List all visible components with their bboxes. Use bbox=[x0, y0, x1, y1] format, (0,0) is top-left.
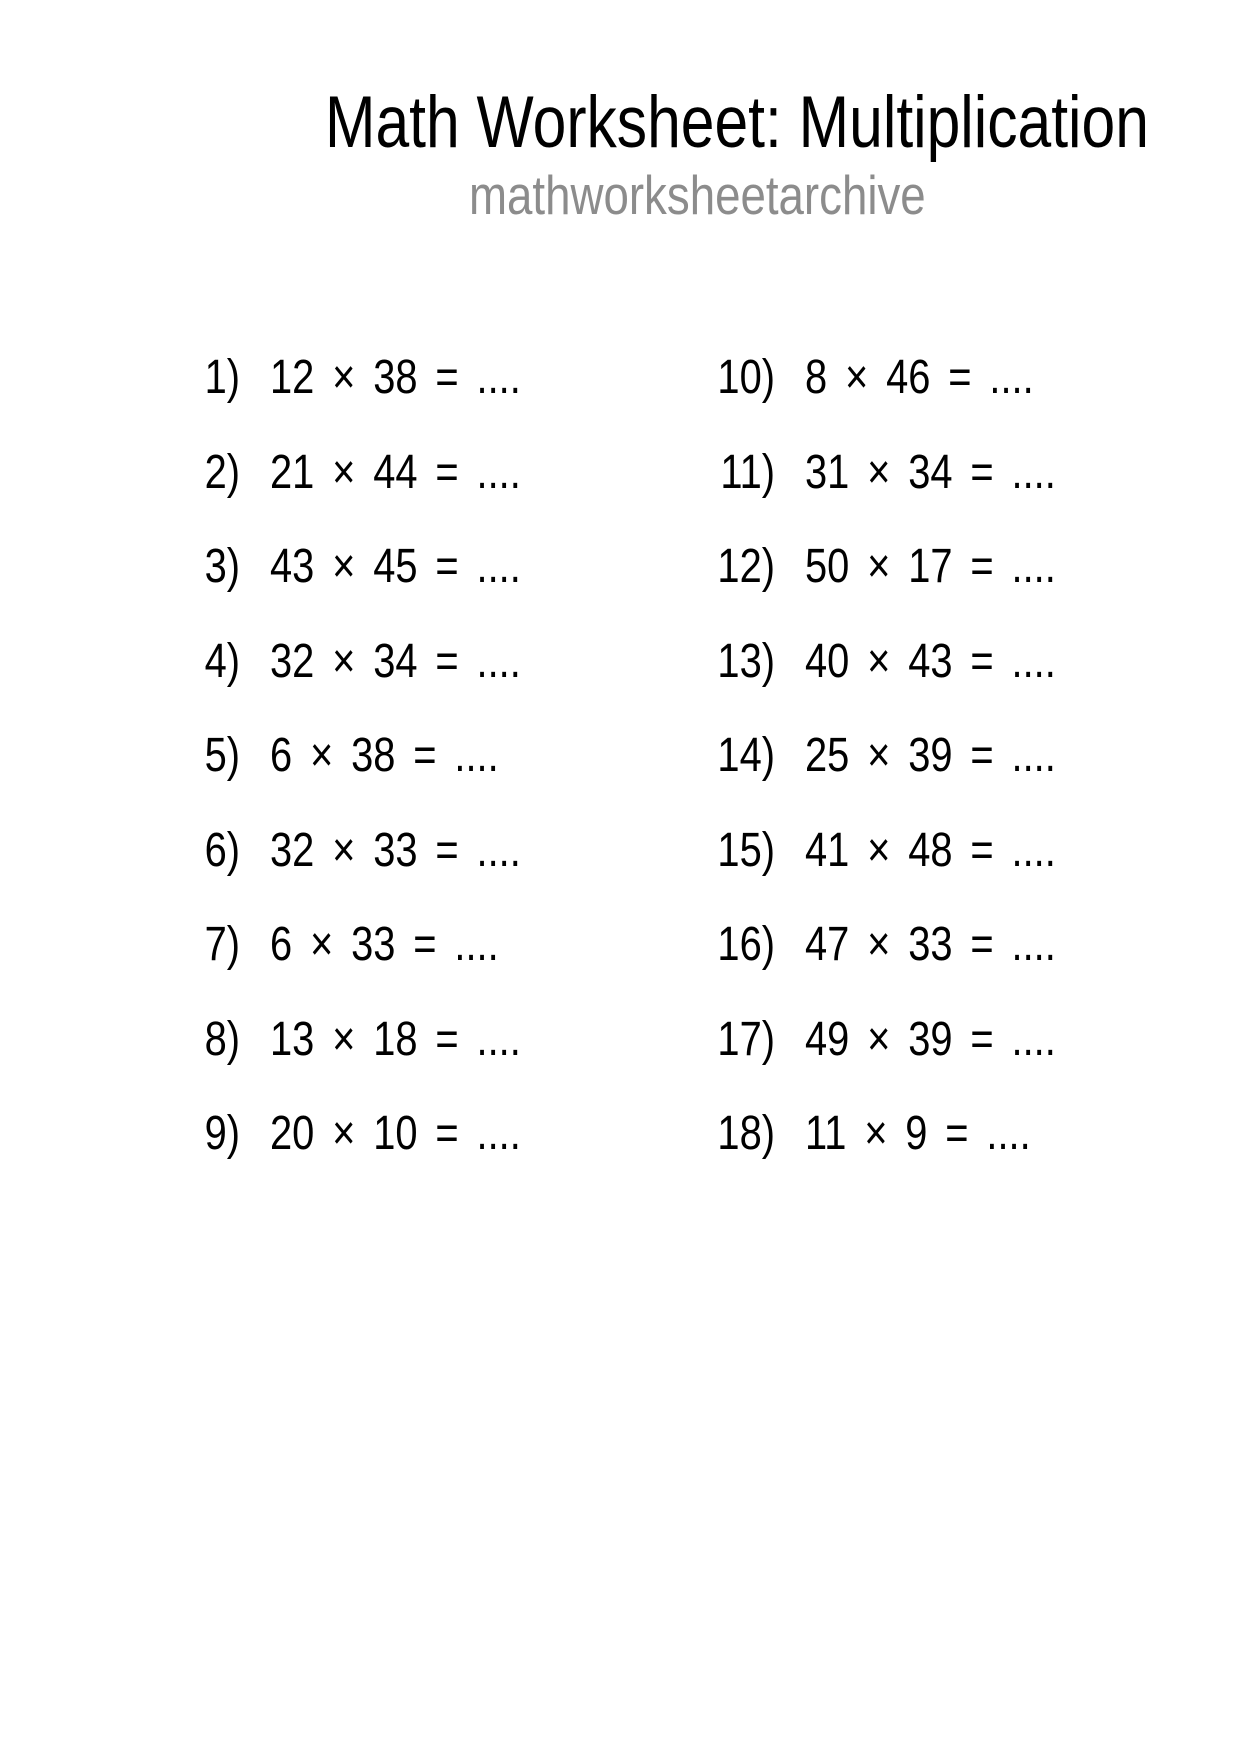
problem-expression: 47 × 33 = .... bbox=[805, 918, 1056, 972]
problems-column-right bbox=[665, 331, 1107, 1182]
problem-row bbox=[130, 1087, 572, 1182]
problem-expression: 21 × 44 = .... bbox=[270, 445, 521, 499]
problem-row bbox=[665, 898, 1107, 993]
problem-number: 6) bbox=[204, 823, 240, 877]
problem-row bbox=[665, 804, 1107, 899]
problem-row bbox=[665, 331, 1107, 426]
problem-number: 14) bbox=[717, 729, 775, 783]
problem-number: 5) bbox=[204, 729, 240, 783]
problem-expression: 43 × 45 = .... bbox=[270, 540, 521, 594]
problem-row bbox=[130, 898, 572, 993]
problem-expression: 13 × 18 = .... bbox=[270, 1012, 521, 1066]
problem-number: 16) bbox=[717, 918, 775, 972]
problem-number: 10) bbox=[717, 351, 775, 405]
problem-row bbox=[130, 426, 572, 521]
problem-expression: 32 × 33 = .... bbox=[270, 823, 521, 877]
problem-expression: 32 × 34 = .... bbox=[270, 634, 521, 688]
problem-expression: 8 × 46 = .... bbox=[805, 351, 1034, 405]
problem-number: 3) bbox=[204, 540, 240, 594]
problem-number: 7) bbox=[204, 918, 240, 972]
problem-number: 1) bbox=[204, 351, 240, 405]
page-title bbox=[325, 82, 1240, 163]
problems-column-left bbox=[130, 331, 572, 1182]
problem-number: 17) bbox=[717, 1012, 775, 1066]
problem-number: 12) bbox=[717, 540, 775, 594]
problem-number: 2) bbox=[204, 445, 240, 499]
problem-row bbox=[665, 709, 1107, 804]
problem-row bbox=[130, 520, 572, 615]
problem-expression: 50 × 17 = .... bbox=[805, 540, 1056, 594]
page-subtitle-text: mathworksheetarchive bbox=[469, 164, 926, 226]
problem-expression: 11 × 9 = .... bbox=[805, 1107, 1031, 1161]
problem-expression: 25 × 39 = .... bbox=[805, 729, 1056, 783]
problem-row bbox=[665, 1087, 1107, 1182]
problem-number: 15) bbox=[717, 823, 775, 877]
problem-expression: 12 × 38 = .... bbox=[270, 351, 521, 405]
problem-expression: 31 × 34 = .... bbox=[805, 445, 1056, 499]
problem-expression: 6 × 38 = .... bbox=[270, 729, 499, 783]
problem-row bbox=[130, 331, 572, 426]
problem-expression: 41 × 48 = .... bbox=[805, 823, 1056, 877]
problem-expression: 40 × 43 = .... bbox=[805, 634, 1056, 688]
problem-row bbox=[130, 615, 572, 710]
problem-row bbox=[665, 615, 1107, 710]
problem-expression: 6 × 33 = .... bbox=[270, 918, 499, 972]
page-title-text: Math Worksheet: Multiplication bbox=[325, 82, 1149, 163]
problem-expression: 49 × 39 = .... bbox=[805, 1012, 1056, 1066]
problem-number: 13) bbox=[717, 634, 775, 688]
page-subtitle bbox=[469, 164, 1019, 226]
problem-number: 11) bbox=[720, 445, 775, 499]
problem-number: 9) bbox=[204, 1107, 240, 1161]
problem-number: 18) bbox=[717, 1107, 775, 1161]
problem-row bbox=[130, 804, 572, 899]
problem-row bbox=[665, 426, 1107, 521]
problem-expression: 20 × 10 = .... bbox=[270, 1107, 521, 1161]
problem-number: 4) bbox=[204, 634, 240, 688]
problem-row bbox=[130, 993, 572, 1088]
problem-row bbox=[665, 520, 1107, 615]
problem-row bbox=[130, 709, 572, 804]
problem-number: 8) bbox=[204, 1012, 240, 1066]
problem-row bbox=[665, 993, 1107, 1088]
